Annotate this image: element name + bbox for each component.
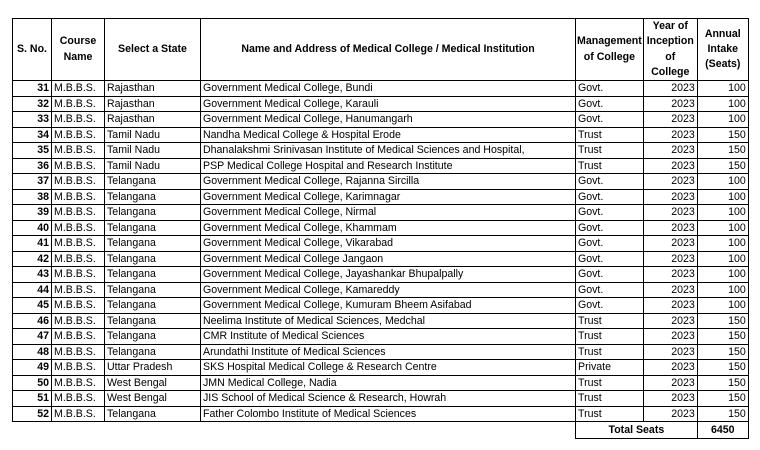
cell-intake: 150 <box>697 375 748 391</box>
cell-sno: 33 <box>13 112 52 128</box>
table-row <box>13 298 749 314</box>
cell-management: Govt. <box>576 220 644 236</box>
cell-state: Rajasthan <box>105 96 201 112</box>
cell-college-name: Government Medical College Jangaon <box>201 251 576 267</box>
cell-year: 2023 <box>643 391 697 407</box>
cell-course: M.B.B.S. <box>52 329 105 345</box>
cell-intake: 100 <box>697 220 748 236</box>
cell-course: M.B.B.S. <box>52 127 105 143</box>
cell-course: M.B.B.S. <box>52 375 105 391</box>
cell-course: M.B.B.S. <box>52 189 105 205</box>
cell-college-name: JMN Medical College, Nadia <box>201 375 576 391</box>
cell-year: 2023 <box>643 143 697 159</box>
cell-course: M.B.B.S. <box>52 174 105 190</box>
cell-management: Govt. <box>576 96 644 112</box>
cell-state: Tamil Nadu <box>105 143 201 159</box>
cell-sno: 31 <box>13 81 52 97</box>
cell-sno: 43 <box>13 267 52 283</box>
cell-sno: 49 <box>13 360 52 376</box>
total-row <box>13 422 749 439</box>
cell-year: 2023 <box>643 205 697 221</box>
cell-state: Rajasthan <box>105 112 201 128</box>
cell-sno: 39 <box>13 205 52 221</box>
cell-state: Telangana <box>105 313 201 329</box>
cell-intake: 100 <box>697 282 748 298</box>
cell-college-name: Government Medical College, Kumuram Bheem Asifabad <box>201 298 576 314</box>
cell-management: Govt. <box>576 251 644 267</box>
cell-intake: 100 <box>697 236 748 252</box>
cell-year: 2023 <box>643 189 697 205</box>
cell-sno: 47 <box>13 329 52 345</box>
cell-intake: 100 <box>697 174 748 190</box>
cell-intake: 100 <box>697 96 748 112</box>
cell-year: 2023 <box>643 298 697 314</box>
header-state: Select a State <box>105 19 201 81</box>
cell-course: M.B.B.S. <box>52 112 105 128</box>
cell-course: M.B.B.S. <box>52 205 105 221</box>
cell-intake: 100 <box>697 189 748 205</box>
cell-state: Tamil Nadu <box>105 158 201 174</box>
table-row <box>13 174 749 190</box>
table-row <box>13 127 749 143</box>
cell-college-name: Government Medical College, Rajanna Sircilla <box>201 174 576 190</box>
table-row <box>13 360 749 376</box>
cell-state: Telangana <box>105 189 201 205</box>
cell-year: 2023 <box>643 344 697 360</box>
cell-year: 2023 <box>643 220 697 236</box>
cell-year: 2023 <box>643 174 697 190</box>
cell-college-name: SKS Hospital Medical College & Research Centre <box>201 360 576 376</box>
cell-state: Telangana <box>105 329 201 345</box>
header-name: Name and Address of Medical College / Medical Institution <box>201 19 576 81</box>
cell-course: M.B.B.S. <box>52 267 105 283</box>
cell-state: Telangana <box>105 344 201 360</box>
cell-management: Govt. <box>576 112 644 128</box>
cell-sno: 36 <box>13 158 52 174</box>
table-row <box>13 406 749 422</box>
cell-management: Govt. <box>576 174 644 190</box>
cell-year: 2023 <box>643 329 697 345</box>
table-row <box>13 313 749 329</box>
cell-sno: 52 <box>13 406 52 422</box>
header-management: Management of College <box>576 19 644 81</box>
table-row <box>13 189 749 205</box>
cell-management: Trust <box>576 329 644 345</box>
cell-sno: 38 <box>13 189 52 205</box>
cell-course: M.B.B.S. <box>52 220 105 236</box>
cell-state: Telangana <box>105 174 201 190</box>
table-row <box>13 251 749 267</box>
cell-year: 2023 <box>643 251 697 267</box>
cell-intake: 100 <box>697 205 748 221</box>
cell-college-name: Dhanalakshmi Srinivasan Institute of Medical Sciences and Hospital, <box>201 143 576 159</box>
cell-college-name: Government Medical College, Nirmal <box>201 205 576 221</box>
cell-intake: 100 <box>697 298 748 314</box>
cell-college-name: Nandha Medical College & Hospital Erode <box>201 127 576 143</box>
cell-management: Trust <box>576 313 644 329</box>
cell-state: Telangana <box>105 298 201 314</box>
table-row <box>13 329 749 345</box>
cell-course: M.B.B.S. <box>52 391 105 407</box>
cell-college-name: PSP Medical College Hospital and Research Institute <box>201 158 576 174</box>
cell-management: Trust <box>576 127 644 143</box>
table-row <box>13 391 749 407</box>
cell-year: 2023 <box>643 375 697 391</box>
cell-sno: 51 <box>13 391 52 407</box>
table-row <box>13 267 749 283</box>
cell-management: Govt. <box>576 267 644 283</box>
cell-college-name: Neelima Institute of Medical Sciences, Medchal <box>201 313 576 329</box>
table-row <box>13 112 749 128</box>
cell-intake: 150 <box>697 344 748 360</box>
header-intake: Annual Intake (Seats) <box>697 19 748 81</box>
cell-course: M.B.B.S. <box>52 298 105 314</box>
cell-college-name: Government Medical College, Jayashankar Bhupalpally <box>201 267 576 283</box>
cell-sno: 44 <box>13 282 52 298</box>
cell-sno: 37 <box>13 174 52 190</box>
cell-management: Trust <box>576 391 644 407</box>
cell-state: Rajasthan <box>105 81 201 97</box>
cell-management: Trust <box>576 158 644 174</box>
cell-intake: 100 <box>697 81 748 97</box>
cell-management: Trust <box>576 406 644 422</box>
table-row <box>13 375 749 391</box>
table-row <box>13 96 749 112</box>
cell-course: M.B.B.S. <box>52 313 105 329</box>
total-seats-label: Total Seats <box>576 422 698 439</box>
cell-state: Telangana <box>105 251 201 267</box>
cell-sno: 50 <box>13 375 52 391</box>
cell-year: 2023 <box>643 360 697 376</box>
cell-state: Telangana <box>105 236 201 252</box>
cell-intake: 100 <box>697 251 748 267</box>
cell-state: Telangana <box>105 406 201 422</box>
cell-sno: 34 <box>13 127 52 143</box>
cell-intake: 150 <box>697 406 748 422</box>
cell-college-name: Government Medical College, Karimnagar <box>201 189 576 205</box>
cell-intake: 100 <box>697 112 748 128</box>
cell-year: 2023 <box>643 112 697 128</box>
cell-sno: 32 <box>13 96 52 112</box>
cell-college-name: Father Colombo Institute of Medical Sciences <box>201 406 576 422</box>
cell-year: 2023 <box>643 96 697 112</box>
total-row-spacer <box>13 422 576 439</box>
header-year: Year of Inception of College <box>643 19 697 81</box>
cell-intake: 150 <box>697 143 748 159</box>
cell-sno: 40 <box>13 220 52 236</box>
cell-year: 2023 <box>643 158 697 174</box>
cell-state: Telangana <box>105 220 201 236</box>
cell-college-name: Government Medical College, Bundi <box>201 81 576 97</box>
cell-intake: 150 <box>697 360 748 376</box>
cell-management: Govt. <box>576 189 644 205</box>
table-row <box>13 236 749 252</box>
cell-course: M.B.B.S. <box>52 81 105 97</box>
cell-year: 2023 <box>643 282 697 298</box>
cell-course: M.B.B.S. <box>52 406 105 422</box>
cell-college-name: JIS School of Medical Science & Research, Howrah <box>201 391 576 407</box>
cell-year: 2023 <box>643 127 697 143</box>
table-row <box>13 344 749 360</box>
table-row <box>13 143 749 159</box>
cell-intake: 150 <box>697 127 748 143</box>
cell-state: West Bengal <box>105 375 201 391</box>
table-header-row <box>13 19 749 81</box>
cell-management: Govt. <box>576 236 644 252</box>
total-seats-value: 6450 <box>697 422 748 439</box>
cell-intake: 150 <box>697 329 748 345</box>
cell-year: 2023 <box>643 267 697 283</box>
cell-management: Trust <box>576 143 644 159</box>
cell-state: Telangana <box>105 282 201 298</box>
cell-sno: 48 <box>13 344 52 360</box>
table-row <box>13 220 749 236</box>
cell-year: 2023 <box>643 81 697 97</box>
cell-college-name: CMR Institute of Medical Sciences <box>201 329 576 345</box>
cell-course: M.B.B.S. <box>52 251 105 267</box>
cell-sno: 41 <box>13 236 52 252</box>
cell-course: M.B.B.S. <box>52 236 105 252</box>
cell-management: Govt. <box>576 205 644 221</box>
cell-course: M.B.B.S. <box>52 282 105 298</box>
cell-college-name: Arundathi Institute of Medical Sciences <box>201 344 576 360</box>
cell-state: West Bengal <box>105 391 201 407</box>
cell-state: Uttar Pradesh <box>105 360 201 376</box>
cell-sno: 46 <box>13 313 52 329</box>
cell-year: 2023 <box>643 406 697 422</box>
cell-college-name: Government Medical College, Karauli <box>201 96 576 112</box>
cell-college-name: Government Medical College, Vikarabad <box>201 236 576 252</box>
cell-college-name: Government Medical College, Kamareddy <box>201 282 576 298</box>
medical-colleges-table <box>12 18 749 439</box>
cell-management: Govt. <box>576 298 644 314</box>
cell-management: Trust <box>576 344 644 360</box>
header-sno: S. No. <box>13 19 52 81</box>
cell-management: Private <box>576 360 644 376</box>
cell-state: Telangana <box>105 267 201 283</box>
cell-course: M.B.B.S. <box>52 360 105 376</box>
cell-college-name: Government Medical College, Hanumangarh <box>201 112 576 128</box>
cell-course: M.B.B.S. <box>52 96 105 112</box>
cell-college-name: Government Medical College, Khammam <box>201 220 576 236</box>
cell-state: Tamil Nadu <box>105 127 201 143</box>
cell-year: 2023 <box>643 313 697 329</box>
cell-course: M.B.B.S. <box>52 143 105 159</box>
cell-sno: 45 <box>13 298 52 314</box>
cell-course: M.B.B.S. <box>52 344 105 360</box>
table-row <box>13 158 749 174</box>
table-row <box>13 81 749 97</box>
cell-intake: 150 <box>697 313 748 329</box>
cell-management: Govt. <box>576 282 644 298</box>
cell-sno: 42 <box>13 251 52 267</box>
cell-intake: 100 <box>697 267 748 283</box>
cell-sno: 35 <box>13 143 52 159</box>
cell-course: M.B.B.S. <box>52 158 105 174</box>
table-row <box>13 282 749 298</box>
table-row <box>13 205 749 221</box>
header-course: Course Name <box>52 19 105 81</box>
cell-management: Trust <box>576 375 644 391</box>
cell-intake: 150 <box>697 391 748 407</box>
cell-intake: 150 <box>697 158 748 174</box>
cell-state: Telangana <box>105 205 201 221</box>
cell-year: 2023 <box>643 236 697 252</box>
cell-management: Govt. <box>576 81 644 97</box>
